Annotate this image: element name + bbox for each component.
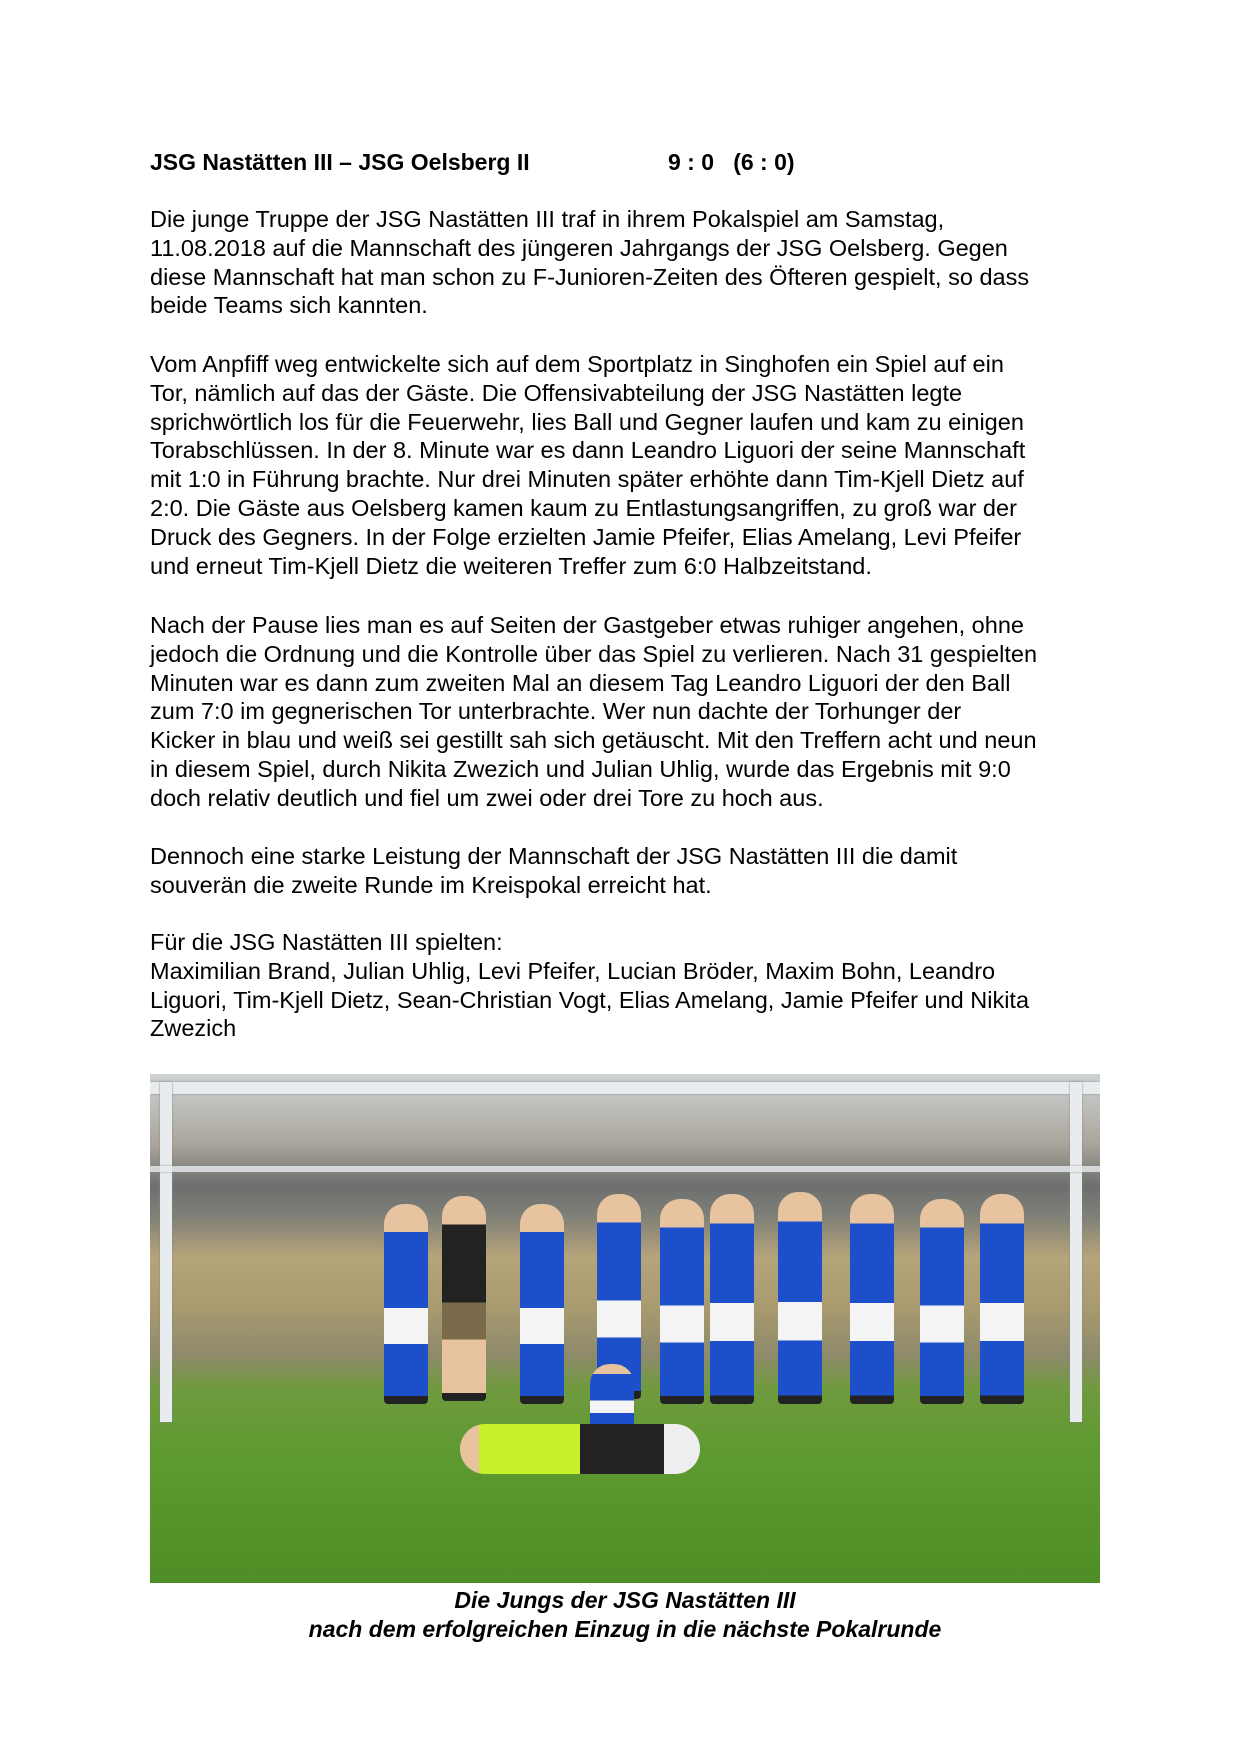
player	[850, 1194, 894, 1404]
player	[778, 1192, 822, 1404]
text-line: Vom Anpfiff weg entwickelte sich auf dem Sportplatz in Singhofen ein Spiel auf ein	[150, 351, 1004, 377]
goalkeeper-lying	[460, 1424, 700, 1474]
article-title: JSG Nastätten III – JSG Oelsberg II	[150, 149, 530, 175]
text-line: jedoch die Ordnung und die Kontrolle über das Spiel zu verlieren. Nach 31 gespielten	[150, 640, 1038, 667]
text-line: 2:0. Die Gäste aus Oelsberg kamen kaum zu Entlastungsangriffen, zu groß war der	[150, 494, 1017, 521]
text-line: mit 1:0 in Führung brachte. Nur drei Minuten später erhöhte dann Tim-Kjell Dietz auf	[150, 466, 1024, 493]
text-line: beide Teams sich kannten.	[150, 292, 428, 319]
player	[520, 1204, 564, 1404]
paragraph-lineup	[150, 928, 1029, 1043]
paragraph-conclusion	[150, 842, 957, 900]
text-line: zum 7:0 im gegnerischen Tor unterbrachte. Wer nun dachte der Torhunger der	[150, 698, 962, 725]
text-line: Für die JSG Nastätten III spielten:	[150, 929, 503, 955]
player	[980, 1194, 1024, 1404]
text-line: Minuten war es dann zum zweiten Mal an diesem Tag Leandro Liguori der den Ball	[150, 669, 1011, 696]
text-line: Liguori, Tim-Kjell Dietz, Sean-Christian Vogt, Elias Amelang, Jamie Pfeifer und Nikita	[150, 986, 1030, 1013]
goal-post-right	[1070, 1082, 1082, 1422]
player	[442, 1196, 486, 1401]
text-line: doch relativ deutlich und fiel um zwei oder drei Tore zu hoch aus.	[150, 784, 824, 811]
paragraph-second-half	[150, 611, 1037, 813]
text-line: Nach der Pause lies man es auf Seiten der Gastgeber etwas ruhiger angehen, ohne	[150, 612, 1024, 638]
paragraph-intro	[150, 205, 1029, 320]
goal-crossbar	[150, 1082, 1100, 1094]
text-line: Kicker in blau und weiß sei gestillt sah sich getäuscht. Mit den Treffern acht und neun	[150, 727, 1037, 754]
match-score: 9 : 0 (6 : 0)	[668, 149, 795, 175]
paragraph-first-half	[150, 350, 1025, 580]
goal-post-left	[160, 1082, 172, 1422]
text-line: und erneut Tim-Kjell Dietz die weiteren Treffer zum 6:0 Halbzeitstand.	[150, 552, 872, 579]
player	[384, 1204, 428, 1404]
player	[660, 1199, 704, 1404]
caption-line: nach dem erfolgreichen Einzug in die nächste Pokalrunde	[308, 1616, 942, 1642]
goal-bar	[150, 1166, 1100, 1172]
player	[920, 1199, 964, 1404]
text-line: Torabschlüssen. In der 8. Minute war es dann Leandro Liguori der seine Mannschaft	[150, 437, 1026, 464]
text-line: diese Mannschaft hat man schon zu F-Junioren-Zeiten des Öfteren gespielt, so dass	[150, 263, 1030, 290]
team-photo	[150, 1074, 1100, 1583]
text-line: Maximilian Brand, Julian Uhlig, Levi Pfeifer, Lucian Bröder, Maxim Bohn, Leandro	[150, 957, 996, 984]
text-line: Dennoch eine starke Leistung der Mannschaft der JSG Nastätten III die damit	[150, 843, 958, 869]
photo-caption	[150, 1586, 1100, 1644]
caption-line: Die Jungs der JSG Nastätten III	[454, 1587, 796, 1613]
text-line: Die junge Truppe der JSG Nastätten III traf in ihrem Pokalspiel am Samstag,	[150, 206, 945, 232]
text-line: in diesem Spiel, durch Nikita Zwezich und Julian Uhlig, wurde das Ergebnis mit 9:0	[150, 755, 1011, 782]
text-line: 11.08.2018 auf die Mannschaft des jüngeren Jahrgangs der JSG Oelsberg. Gegen	[150, 234, 1008, 261]
text-line: Druck des Gegners. In der Folge erzielten Jamie Pfeifer, Elias Amelang, Levi Pfeifer	[150, 523, 1022, 550]
text-line: souverän die zweite Runde im Kreispokal erreicht hat.	[150, 871, 712, 898]
text-line: Zwezich	[150, 1015, 237, 1042]
text-line: sprichwörtlich los für die Feuerwehr, lies Ball und Gegner laufen und kam zu einigen	[150, 408, 1024, 435]
player	[710, 1194, 754, 1404]
text-line: Tor, nämlich auf das der Gäste. Die Offensivabteilung der JSG Nastätten legte	[150, 379, 963, 406]
